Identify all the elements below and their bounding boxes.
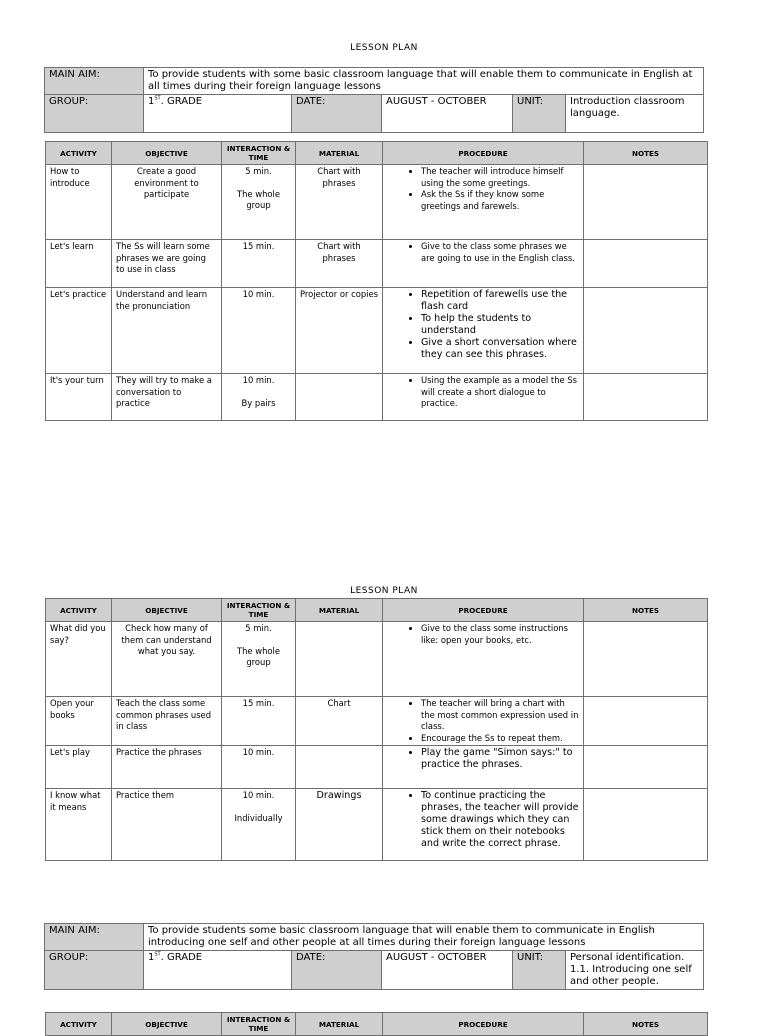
header-notes: NOTES: [584, 599, 708, 622]
activity-table-1: [45, 141, 708, 421]
notes-cell: [584, 789, 708, 861]
notes-cell: [584, 697, 708, 746]
objective-cell: Practice them: [112, 789, 222, 861]
header-activity: ACTIVITY: [46, 142, 112, 165]
notes-cell: [584, 165, 708, 240]
interaction-cell: 10 min. Individually: [222, 789, 296, 861]
activity-cell: Let's learn: [46, 240, 112, 288]
header-interaction: INTERACTION & TIME: [222, 142, 296, 165]
header-material: MATERIAL: [296, 142, 383, 165]
activity-cell: Open your books: [46, 697, 112, 746]
procedure-item: • To help the students to understand: [421, 313, 579, 337]
table-row: [46, 240, 708, 288]
header-activity: ACTIVITY: [46, 1013, 112, 1036]
notes-cell: [584, 240, 708, 288]
notes-cell: [584, 288, 708, 374]
table-row: [46, 746, 708, 789]
notes-cell: [584, 622, 708, 697]
activity-cell: Let's play: [46, 746, 112, 789]
date-label: DATE:: [292, 951, 382, 990]
material-cell: [296, 746, 383, 789]
interaction-cell: 15 min.: [222, 697, 296, 746]
activity-cell: It's your turn: [46, 374, 112, 421]
unit-value: Introduction classroom language.: [566, 95, 704, 133]
procedure-item: • Play the game "Simon says:" to practice the phrases.: [421, 747, 579, 771]
unit-value: Personal identification. 1.1. Introducing one self and other people.: [566, 951, 704, 990]
interaction-cell: 5 min. The whole group: [222, 622, 296, 697]
procedure-item: • The teacher will bring a chart with the most common expression used in class.: [421, 698, 579, 733]
table-row: [46, 165, 708, 240]
header-material: MATERIAL: [296, 1013, 383, 1036]
procedure-cell: [383, 789, 584, 861]
unit-label: UNIT:: [513, 95, 566, 133]
table-row: [46, 622, 708, 697]
header-procedure: PROCEDURE: [383, 1013, 584, 1036]
header-objective: OBJECTIVE: [112, 599, 222, 622]
procedure-cell: [383, 697, 584, 746]
activity-cell: What did you say?: [46, 622, 112, 697]
procedure-item: • Give to the class some instructions like: open your books, etc.: [421, 623, 579, 646]
objective-cell: Practice the phrases: [112, 746, 222, 789]
procedure-item: • Encourage the Ss to repeat them.: [421, 733, 579, 745]
procedure-cell: [383, 240, 584, 288]
lesson-plan-title-1: LESSON PLAN: [350, 43, 418, 53]
procedure-cell: [383, 165, 584, 240]
date-label: DATE:: [292, 95, 382, 133]
notes-cell: [584, 746, 708, 789]
material-cell: [296, 374, 383, 421]
procedure-item: • Give to the class some phrases we are going to use in the English class.: [421, 241, 579, 264]
header-notes: NOTES: [584, 142, 708, 165]
material-cell: [296, 622, 383, 697]
procedure-item: • Repetition of farewells use the flash card: [421, 289, 579, 313]
interaction-cell: 10 min. By pairs: [222, 374, 296, 421]
main-aim-label: MAIN AIM:: [45, 68, 144, 95]
material-cell: Chart with phrases: [296, 165, 383, 240]
lesson-plan-title-2: LESSON PLAN: [350, 586, 418, 596]
interaction-cell: 15 min.: [222, 240, 296, 288]
procedure-cell: [383, 288, 584, 374]
activity-cell: How to introduce: [46, 165, 112, 240]
objective-cell: Understand and learn the pronunciation: [112, 288, 222, 374]
header-interaction: INTERACTION & TIME: [222, 599, 296, 622]
interaction-cell: 5 min. The whole group: [222, 165, 296, 240]
procedure-cell: [383, 622, 584, 697]
info-table-1: [44, 67, 704, 133]
group-value: 1ST. GRADE: [144, 951, 292, 990]
header-procedure: PROCEDURE: [383, 599, 584, 622]
date-value: AUGUST - OCTOBER: [382, 95, 513, 133]
objective-cell: The Ss will learn some phrases we are going to use in class: [112, 240, 222, 288]
table-row: [46, 288, 708, 374]
procedure-item: • Using the example as a model the Ss will create a short dialogue to practice.: [421, 375, 579, 410]
procedure-item: • The teacher will introduce himself using the some greetings.: [421, 166, 579, 189]
procedure-item: • Give a short conversation where they can see this phrases.: [421, 337, 579, 361]
header-notes: NOTES: [584, 1013, 708, 1036]
header-objective: OBJECTIVE: [112, 142, 222, 165]
table-row: [46, 697, 708, 746]
main-aim-text: To provide students with some basic classroom language that will enable them to communicate in English at all times during their foreign language lessons: [144, 68, 704, 95]
objective-cell: Check how many of them can understand what you say.: [112, 622, 222, 697]
unit-label: UNIT:: [513, 951, 566, 990]
group-value: 1ST. GRADE: [144, 95, 292, 133]
group-label: GROUP:: [45, 95, 144, 133]
material-cell: Chart with phrases: [296, 240, 383, 288]
procedure-cell: [383, 746, 584, 789]
objective-cell: Create a good environment to participate: [112, 165, 222, 240]
main-aim-label: MAIN AIM:: [45, 924, 144, 951]
procedure-item: • To continue practicing the phrases, the teacher will provide some drawings which they can stick them on their notebooks and write the correct phrase.: [421, 790, 579, 850]
table-row: [46, 789, 708, 861]
activity-table-3: [45, 1012, 708, 1036]
activity-cell: Let's practice: [46, 288, 112, 374]
info-table-2: [44, 923, 704, 990]
objective-cell: Teach the class some common phrases used in class: [112, 697, 222, 746]
header-interaction: INTERACTION & TIME: [222, 1013, 296, 1036]
activity-table-2: [45, 598, 708, 861]
objective-cell: They will try to make a conversation to practice: [112, 374, 222, 421]
date-value: AUGUST - OCTOBER: [382, 951, 513, 990]
header-objective: OBJECTIVE: [112, 1013, 222, 1036]
material-cell: Chart: [296, 697, 383, 746]
procedure-cell: [383, 374, 584, 421]
main-aim-text: To provide students some basic classroom language that will enable them to communicate in English introducing one self and other people at all times during their foreign language lessons: [144, 924, 704, 951]
procedure-item: • Ask the Ss if they know some greetings and farewels.: [421, 189, 579, 212]
table-row: [46, 374, 708, 421]
material-cell: Drawings: [296, 789, 383, 861]
notes-cell: [584, 374, 708, 421]
header-material: MATERIAL: [296, 599, 383, 622]
activity-cell: I know what it means: [46, 789, 112, 861]
header-activity: ACTIVITY: [46, 599, 112, 622]
header-procedure: PROCEDURE: [383, 142, 584, 165]
group-label: GROUP:: [45, 951, 144, 990]
interaction-cell: 10 min.: [222, 746, 296, 789]
material-cell: Projector or copies: [296, 288, 383, 374]
interaction-cell: 10 min.: [222, 288, 296, 374]
